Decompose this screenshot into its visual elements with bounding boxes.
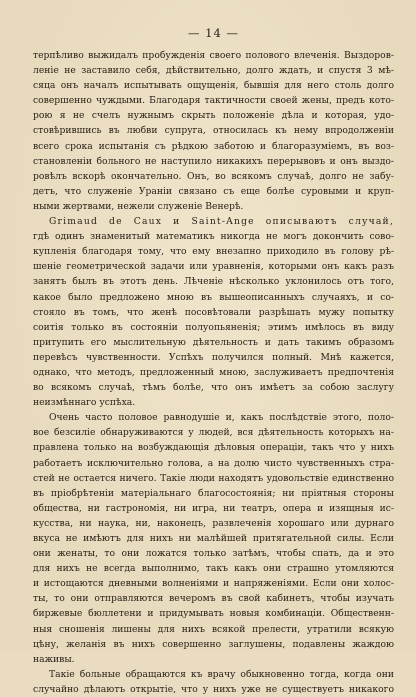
text-line: ровѣлъ вскорѣ окончательно. Онъ, во всякомъ случаѣ, долго не забу-: [33, 170, 394, 182]
text-line: совершенно чуждыми. Благодаря тактичности своей жены, предъ кото-: [33, 95, 394, 107]
paragraph-1: [33, 48, 394, 214]
text-line: биржевые бюллетени и придумывать новыя комбинаціи. Общественн-: [33, 608, 394, 620]
text-line: шеніе геометрической задачи или уравненія, которыми онъ какъ разъ: [33, 261, 394, 273]
text-line: во всякомъ случаѣ, тѣмъ болѣе, что онъ имѣетъ за собою заслугу: [33, 382, 394, 394]
text-line: въ пріобрѣтеніи матеріальнаго благосостоянія; ни пріятныя стороны: [33, 487, 394, 499]
text-line: случайно дѣлаютъ открытіе, что у нихъ уже не существуетъ никакого: [33, 683, 394, 695]
page-number: — 14 —: [188, 26, 239, 40]
text-line: Grimaud de Caux и Saint-Ange описываютъ случай,: [49, 216, 394, 228]
text-line: вое безсиліе обнаруживаются у людей, вся дѣятельность которыхъ на-: [33, 427, 394, 439]
paragraph-2: [33, 214, 394, 410]
text-line: сяца онъ началъ испытывать ощущенія, бывшія для него столь долго: [33, 80, 394, 92]
text-line: терпѣливо выжидалъ пробужденія своего полового влеченія. Выздоров-: [33, 50, 394, 61]
text-line: неизмѣннаго успѣха.: [33, 397, 136, 409]
text-line: цѣну, желанія въ нихъ совершенно заглушены, подавлены жаждою: [33, 638, 394, 650]
text-line: работаетъ исключительно голова, а на долю чисто чувственныхъ стра-: [33, 457, 394, 469]
text-line: стей не остается ничего. Такіе люди находятъ удовольствіе единственно: [33, 472, 394, 484]
text-line: какое было предложено мною въ вышеописанныхъ случаяхъ, и со-: [33, 291, 394, 303]
text-line: детъ, что служеніе Ураніи связано съ еще болѣе суровыми и круп-: [33, 185, 394, 197]
text-line: наживы.: [33, 653, 75, 665]
text-line: и истощаются дневными волненіями и напряженіями. Если они холос-: [33, 578, 394, 590]
text-line: рою я не счелъ нужнымъ скрыть положеніе дѣла и которая, удо-: [33, 110, 394, 122]
text-line: притупить его мыслительную дѣятельность и дать такимъ образомъ: [33, 336, 394, 348]
text-line: Такіе больные обращаются къ врачу обыкновенно тогда, когда они: [49, 668, 394, 680]
text-line: всего срока испытанія съ рѣдкою заботою и благоразуміемъ, въ воз-: [33, 140, 394, 152]
text-line: соитія только въ состояніи полуопьяненія; этимъ имѣлось въ виду: [33, 321, 394, 333]
paragraph-3: [33, 410, 394, 667]
text-line: они женаты, то они ложатся только затѣмъ, чтобы спать, да и это: [33, 548, 394, 560]
text-line: становленіи больного не наступило никакихъ перерывовъ и онъ выздо-: [33, 155, 394, 167]
text-line: для нихъ не всегда выполнимо, такъ какъ они страшно утомляются: [33, 563, 394, 575]
text-line: стояло въ томъ, что женѣ посовѣтовали разрѣшать мужу попытку: [33, 306, 394, 318]
text-line: ты, то они отправляются вечеромъ въ свой кабинетъ, чтобы изучать: [33, 593, 394, 605]
text-line: общества, ни гастрономія, ни игра, ни театръ, опера и изящныя ис-: [33, 502, 394, 514]
text-line: ныя сношенія лишены для нихъ всякой прелести, утратили всякую: [33, 623, 394, 635]
text-line: занятъ былъ въ этотъ день. Лѣченіе нѣсколько уклонилось отъ того,: [33, 276, 394, 288]
text-line: вкуса не имѣютъ для нихъ ни малѣйшей притягательной силы. Если: [33, 533, 394, 544]
text-line: ными жертвами, нежели служеніе Венерѣ.: [33, 200, 244, 212]
text-line: гдѣ одинъ знаменитый математикъ никогда не могъ докончить сово-: [33, 231, 394, 243]
text-line: леніе не заставило себя, дѣйствительно, долго ждать, и спустя 3 мѣ-: [33, 65, 394, 77]
text-line: купленія благодаря тому, что ему внезапно приходило въ голову рѣ-: [33, 246, 394, 258]
paragraph-4: [33, 667, 394, 697]
text-line: Очень часто половое равнодушіе и, какъ послѣдствіе этого, поло-: [49, 412, 394, 424]
text-line: правлена только на возбуждающія дѣловыя операціи, такъ что у нихъ: [33, 442, 394, 454]
text-line: перевѣсъ чувственности. Успѣхъ получился полный. Мнѣ кажется,: [33, 351, 394, 363]
text-line: однако, что методъ, предложенный мною, заслуживаетъ предпочтенія: [33, 366, 394, 378]
text-line: кусства, ни наука, ни, наконецъ, развлеченія хорошаго или дурнаго: [33, 517, 394, 529]
text-line: стовѣрившись въ любви супруга, относилась къ нему впродолженіи: [33, 125, 394, 137]
